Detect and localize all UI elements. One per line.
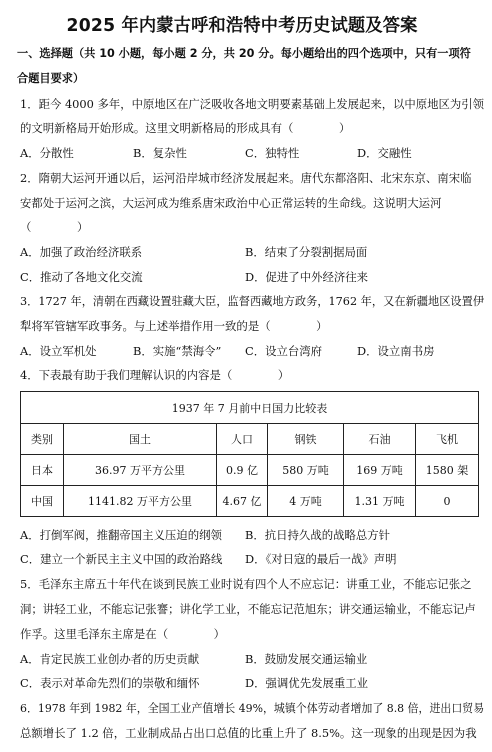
table-cell: 1.31 万吨 [344, 486, 416, 517]
table-cell: 0.9 亿 [217, 455, 268, 486]
table-cell: 36.97 万平方公里 [64, 455, 217, 486]
q5-stem-line2: 洞；讲轻工业，不能忘记张謇；讲化学工业，不能忘记范旭东；讲交通运输业，不能忘记卢 [20, 602, 476, 616]
q5-stem-line3: 作孚。这里毛泽东主席是在（ ） [20, 627, 226, 641]
q3-stem-line2: 犁将军管辖军政事务。与上述举措作用一致的是（ ） [20, 319, 328, 333]
table-header-cell: 人口 [217, 424, 268, 455]
q1-option-d: D．交融性 [357, 146, 412, 160]
q5-option-b: B．鼓励发展交通运输业 [245, 652, 368, 666]
q6-stem-line2: 总额增长了 1.2 倍，工业制成品占出口总值的比重上升了 8.5%。这一现象的出现是因为我 [20, 726, 477, 740]
q5-option-a: A．肯定民族工业创办者的历史贡献 [20, 652, 200, 666]
table-row [21, 486, 479, 517]
page-title: 2025 年内蒙古呼和浩特中考历史试题及答案 [66, 16, 418, 36]
q1-option-a: A．分散性 [20, 146, 74, 160]
q1-stem-line1: 1．距今 4000 多年，中原地区在广泛吸收各地文明要素基础上发展起来，以中原地区为引领 [20, 97, 485, 111]
q4-option-a: A．打倒军阀，推翻帝国主义压迫的纲领 [20, 528, 222, 542]
q4-option-b: B．抗日持久战的战略总方针 [245, 528, 391, 542]
q1-option-c: C．独特性 [245, 146, 300, 160]
table-header-cell: 类别 [21, 424, 64, 455]
q1-stem-line2: 的文明新格局开始形成。这里文明新格局的形成具有（ ） [20, 121, 351, 135]
q2-option-b: B．结束了分裂割据局面 [245, 245, 368, 259]
table-header-cell: 石油 [344, 424, 416, 455]
q2-option-d: D．促进了中外经济往来 [245, 270, 369, 284]
table-cell: 4.67 亿 [217, 486, 268, 517]
table-header-cell: 飞机 [416, 424, 479, 455]
q3-stem-line1: 3．1727 年，清朝在西藏设置驻藏大臣，监督西藏地方政务，1762 年，又在新疆地区设置伊 [20, 294, 485, 308]
q4-option-d: D．《对日寇的最后一战》声明 [245, 552, 397, 566]
table-header-row [21, 424, 479, 455]
q3-option-d: D．设立南书房 [357, 344, 435, 358]
table-cell: 0 [416, 486, 479, 517]
q2-stem-line3: （ ） [20, 220, 89, 234]
q3-option-b: B．实施“禁海令” [133, 344, 222, 358]
q3-option-a: A．设立军机处 [20, 344, 97, 358]
q5-stem-line1: 5．毛泽东主席五十年代在谈到民族工业时说有四个人不应忘记：讲重工业，不能忘记张之 [20, 577, 472, 591]
table-header-cell: 钢铁 [268, 424, 344, 455]
table-cell: 169 万吨 [344, 455, 416, 486]
q4-option-c: C．建立一个新民主主义中国的政治路线 [20, 552, 223, 566]
table-header-cell: 国土 [64, 424, 217, 455]
table-cell: 中国 [21, 486, 64, 517]
table-row [21, 455, 479, 486]
q1-option-b: B．复杂性 [133, 146, 187, 160]
q2-option-a: A．加强了政治经济联系 [20, 245, 143, 259]
q2-option-c: C．推动了各地文化交流 [20, 270, 143, 284]
q3-option-c: C．设立台湾府 [245, 344, 323, 358]
section-heading-line2: 合题目要求） [17, 72, 85, 85]
q5-option-d: D．强调优先发展重工业 [245, 676, 369, 690]
q4-stem: 4．下表最有助于我们理解认识的内容是（ ） [20, 368, 290, 382]
section-heading-line1: 一、选择题（共 10 小题，每小题 2 分，共 20 分。每小题给出的四个选项中，只有一项符 [17, 47, 471, 60]
table-cell: 4 万吨 [268, 486, 344, 517]
q2-stem-line2: 安都处于运河之滨，大运河成为维系唐宋政治中心正常运转的生命线。这说明大运河 [20, 196, 442, 210]
table-cell: 580 万吨 [268, 455, 344, 486]
q6-stem-line1: 6．1978 年到 1982 年，全国工业产值增长 49%，城镇个体劳动者增加了 8.8 倍，进出口贸易 [20, 701, 485, 715]
table-cell: 1141.82 万平方公里 [64, 486, 217, 517]
table-cell: 1580 架 [416, 455, 479, 486]
comparison-table [20, 391, 479, 517]
table-caption: 1937 年 7 月前中日国力比较表 [21, 392, 479, 424]
q2-stem-line1: 2．隋朝大运河开通以后，运河沿岸城市经济发展起来。唐代东都洛阳、北宋东京、南宋临 [20, 171, 472, 185]
table-cell: 日本 [21, 455, 64, 486]
q5-option-c: C．表示对革命先烈们的崇敬和缅怀 [20, 676, 200, 690]
